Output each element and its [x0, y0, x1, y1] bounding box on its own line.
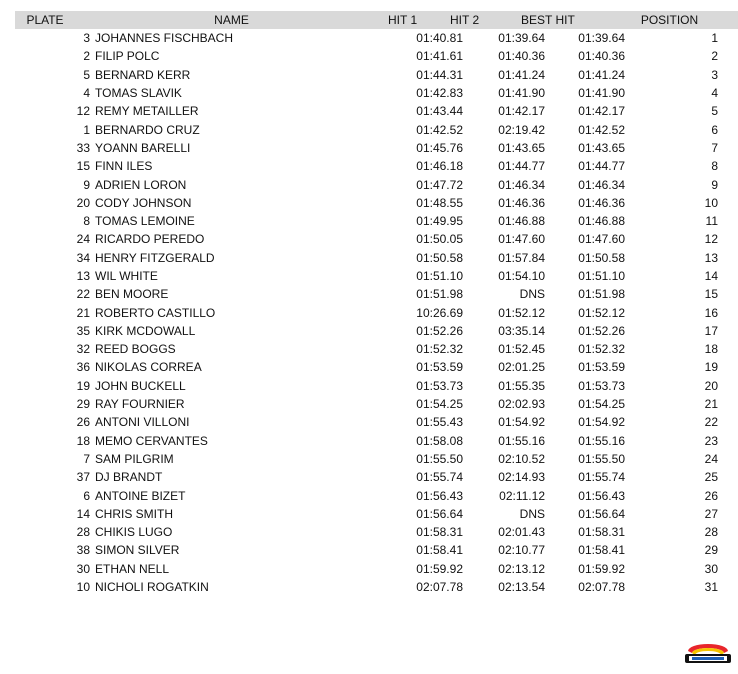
- cell-hit2: 02:13.12: [498, 561, 545, 576]
- cell-position: 3: [711, 67, 718, 82]
- header-best-hit: BEST HIT: [521, 13, 575, 27]
- cell-hit1: 01:52.26: [416, 323, 463, 338]
- table-row: [15, 303, 738, 321]
- table-row: [15, 249, 738, 267]
- cell-hit2: 01:39.64: [498, 31, 545, 46]
- cell-name: TOMAS SLAVIK: [95, 86, 182, 101]
- cell-hit1: 01:42.83: [416, 86, 463, 101]
- cell-hit1: 01:52.32: [416, 342, 463, 357]
- cell-name: FINN ILES: [95, 159, 153, 174]
- cell-hit1: 01:55.43: [416, 415, 463, 430]
- cell-position: 11: [705, 214, 718, 229]
- event-logo-icon: [684, 643, 732, 665]
- cell-best-hit: 01:42.17: [578, 104, 625, 119]
- table-header: [15, 11, 738, 29]
- cell-position: 13: [704, 250, 718, 265]
- cell-hit2: 01:44.77: [498, 159, 545, 174]
- cell-hit2: 01:46.88: [498, 214, 545, 229]
- cell-hit1: 02:07.78: [416, 580, 463, 595]
- table-row: [15, 560, 738, 578]
- cell-hit1: 01:51.98: [416, 287, 463, 302]
- cell-plate: 21: [76, 305, 90, 320]
- cell-hit1: 01:48.55: [416, 195, 463, 210]
- cell-position: 30: [704, 561, 718, 576]
- cell-best-hit: 01:58.41: [578, 543, 625, 558]
- cell-plate: 10: [76, 580, 90, 595]
- cell-name: TOMAS LEMOINE: [95, 214, 195, 229]
- cell-name: CHIKIS LUGO: [95, 525, 173, 540]
- cell-position: 23: [704, 433, 718, 448]
- table-row: [15, 432, 738, 450]
- cell-hit1: 01:44.31: [416, 67, 463, 82]
- cell-position: 8: [711, 159, 718, 174]
- cell-hit2: 01:40.36: [498, 49, 545, 64]
- cell-position: 19: [704, 360, 718, 375]
- table-row: [15, 523, 738, 541]
- cell-position: 5: [711, 104, 718, 119]
- cell-best-hit: 01:51.98: [578, 287, 625, 302]
- cell-plate: 32: [76, 342, 90, 357]
- header-plate: PLATE: [26, 13, 64, 27]
- cell-best-hit: 01:52.32: [578, 342, 625, 357]
- cell-hit1: 01:58.08: [416, 433, 463, 448]
- table-row: [15, 267, 738, 285]
- cell-hit2: 01:46.34: [498, 177, 545, 192]
- cell-name: HENRY FITZGERALD: [95, 250, 215, 265]
- cell-best-hit: 01:58.31: [578, 525, 625, 540]
- cell-plate: 29: [76, 397, 90, 412]
- cell-hit2: 02:01.25: [498, 360, 545, 375]
- cell-position: 7: [711, 140, 718, 155]
- table-row: [15, 413, 738, 431]
- cell-plate: 7: [83, 451, 90, 466]
- table-row: [15, 578, 738, 596]
- cell-hit1: 01:47.72: [416, 177, 463, 192]
- cell-name: MEMO CERVANTES: [95, 433, 208, 448]
- cell-hit1: 01:55.74: [416, 470, 463, 485]
- cell-hit2: 02:01.43: [498, 525, 545, 540]
- cell-hit1: 01:46.18: [416, 159, 463, 174]
- table-row: [15, 175, 738, 193]
- table-row: [15, 486, 738, 504]
- cell-name: YOANN BARELLI: [95, 140, 191, 155]
- cell-hit1: 01:50.58: [416, 250, 463, 265]
- cell-best-hit: 01:44.77: [578, 159, 625, 174]
- table-row: [15, 157, 738, 175]
- cell-hit1: 01:43.44: [416, 104, 463, 119]
- cell-hit1: 01:45.76: [416, 140, 463, 155]
- cell-position: 31: [704, 580, 718, 595]
- cell-best-hit: 01:50.58: [578, 250, 625, 265]
- cell-plate: 37: [76, 470, 90, 485]
- cell-best-hit: 01:54.25: [578, 397, 625, 412]
- cell-name: DJ BRANDT: [95, 470, 163, 485]
- cell-plate: 22: [76, 287, 90, 302]
- cell-hit1: 01:53.59: [416, 360, 463, 375]
- cell-plate: 3: [83, 31, 90, 46]
- cell-name: WIL WHITE: [95, 269, 158, 283]
- cell-hit1: 10:26.69: [416, 305, 463, 320]
- cell-name: SAM PILGRIM: [95, 451, 174, 466]
- cell-plate: 26: [76, 415, 90, 430]
- cell-plate: 24: [76, 232, 90, 247]
- table-row: [15, 450, 738, 468]
- table-row: [15, 84, 738, 102]
- cell-position: 29: [704, 543, 718, 558]
- cell-hit2: DNS: [519, 506, 545, 521]
- cell-plate: 20: [76, 195, 90, 210]
- cell-plate: 14: [76, 506, 90, 521]
- cell-plate: 38: [76, 543, 90, 558]
- cell-best-hit: 01:39.64: [578, 31, 625, 46]
- cell-hit1: 01:59.92: [416, 561, 463, 576]
- cell-hit2: 01:43.65: [498, 140, 545, 155]
- table-row: [15, 120, 738, 138]
- cell-hit2: 01:42.17: [498, 104, 545, 119]
- cell-name: ANTONI VILLONI: [95, 415, 190, 430]
- cell-hit2: 02:13.54: [498, 580, 545, 595]
- cell-name: RAY FOURNIER: [95, 397, 185, 412]
- cell-position: 17: [704, 323, 718, 338]
- cell-name: REED BOGGS: [95, 342, 176, 357]
- cell-name: ROBERTO CASTILLO: [95, 305, 216, 320]
- cell-plate: 2: [83, 49, 90, 64]
- cell-hit2: 01:55.35: [498, 378, 545, 393]
- table-row: [15, 230, 738, 248]
- cell-position: 21: [704, 397, 718, 412]
- cell-name: FILIP POLC: [95, 49, 160, 64]
- table-row: [15, 377, 738, 395]
- cell-position: 16: [704, 305, 718, 320]
- cell-best-hit: 01:46.36: [578, 195, 625, 210]
- cell-hit1: 01:53.73: [416, 378, 463, 393]
- cell-name: ANTOINE BIZET: [95, 488, 186, 503]
- cell-name: BERNARDO CRUZ: [95, 122, 200, 137]
- cell-position: 2: [711, 49, 718, 64]
- cell-plate: 33: [76, 140, 90, 155]
- cell-best-hit: 01:52.12: [578, 305, 625, 320]
- cell-plate: 18: [76, 433, 90, 448]
- cell-hit2: 01:41.24: [498, 67, 545, 82]
- cell-position: 26: [704, 488, 718, 503]
- cell-plate: 4: [83, 86, 90, 101]
- cell-best-hit: 01:42.52: [578, 122, 625, 137]
- cell-hit1: 01:50.05: [416, 232, 463, 247]
- cell-name: NICHOLI ROGATKIN: [95, 580, 209, 595]
- cell-plate: 15: [76, 159, 90, 174]
- cell-hit1: 01:56.64: [416, 506, 463, 521]
- results-table: [15, 11, 738, 596]
- cell-plate: 19: [76, 378, 90, 393]
- header-position: POSITION: [640, 13, 699, 27]
- cell-best-hit: 01:55.50: [578, 451, 625, 466]
- cell-plate: 35: [76, 323, 90, 338]
- cell-best-hit: 01:56.43: [578, 488, 625, 503]
- cell-name: SIMON SILVER: [95, 543, 180, 558]
- cell-position: 22: [704, 415, 718, 430]
- cell-position: 4: [711, 86, 718, 101]
- cell-hit2: DNS: [519, 287, 545, 302]
- cell-hit1: 01:42.52: [416, 122, 463, 137]
- table-row: [15, 395, 738, 413]
- table-row: [15, 541, 738, 559]
- table-row: [15, 102, 738, 120]
- cell-best-hit: 01:53.73: [578, 378, 625, 393]
- cell-name: BERNARD KERR: [95, 67, 191, 82]
- cell-position: 12: [704, 232, 718, 247]
- cell-plate: 8: [83, 214, 90, 229]
- cell-name: BEN MOORE: [95, 287, 169, 302]
- cell-hit2: 02:14.93: [498, 470, 545, 485]
- cell-hit2: 01:47.60: [498, 232, 545, 247]
- cell-best-hit: 01:46.88: [578, 214, 625, 229]
- cell-best-hit: 01:55.16: [578, 433, 625, 448]
- cell-name: CODY JOHNSON: [95, 195, 192, 210]
- table-row: [15, 358, 738, 376]
- cell-position: 15: [704, 287, 718, 302]
- cell-name: REMY METAILLER: [95, 104, 199, 119]
- cell-hit1: 01:41.61: [416, 49, 463, 64]
- cell-hit2: 02:19.42: [498, 122, 545, 137]
- cell-position: 1: [711, 31, 718, 46]
- header-hit2: HIT 2: [450, 13, 480, 27]
- cell-position: 20: [704, 378, 718, 393]
- cell-hit1: 01:51.10: [416, 269, 463, 283]
- cell-plate: 9: [83, 177, 90, 192]
- cell-plate: 34: [76, 250, 90, 265]
- cell-best-hit: 01:55.74: [578, 470, 625, 485]
- table-body: [15, 29, 738, 596]
- cell-name: NIKOLAS CORREA: [95, 360, 202, 375]
- cell-best-hit: 01:52.26: [578, 323, 625, 338]
- cell-hit2: 02:10.52: [498, 451, 545, 466]
- cell-hit1: 01:54.25: [416, 397, 463, 412]
- table-row: [15, 47, 738, 65]
- cell-best-hit: 02:07.78: [578, 580, 625, 595]
- cell-plate: 36: [76, 360, 90, 375]
- cell-best-hit: 01:53.59: [578, 360, 625, 375]
- cell-best-hit: 01:41.24: [578, 67, 625, 82]
- cell-hit2: 03:35.14: [498, 323, 545, 338]
- table-row: [15, 322, 738, 340]
- cell-position: 28: [704, 525, 718, 540]
- cell-plate: 13: [76, 269, 90, 283]
- cell-plate: 12: [76, 104, 90, 119]
- cell-plate: 5: [83, 67, 90, 82]
- cell-hit1: 01:40.81: [416, 31, 463, 46]
- table-row: [15, 285, 738, 303]
- cell-best-hit: 01:40.36: [578, 49, 625, 64]
- cell-hit1: 01:58.31: [416, 525, 463, 540]
- cell-plate: 30: [76, 561, 90, 576]
- cell-best-hit: 01:47.60: [578, 232, 625, 247]
- cell-hit2: 01:52.12: [498, 305, 545, 320]
- cell-name: ETHAN NELL: [95, 561, 170, 576]
- cell-hit2: 01:54.10: [498, 269, 545, 283]
- cell-position: 6: [711, 122, 718, 137]
- cell-hit2: 01:57.84: [498, 250, 545, 265]
- cell-hit2: 01:52.45: [498, 342, 545, 357]
- cell-hit2: 02:10.77: [498, 543, 545, 558]
- table-row: [15, 468, 738, 486]
- table-row: [15, 340, 738, 358]
- cell-hit2: 01:46.36: [498, 195, 545, 210]
- table-row: [15, 29, 738, 47]
- cell-name: CHRIS SMITH: [95, 506, 173, 521]
- cell-position: 14: [704, 269, 718, 283]
- cell-hit1: 01:58.41: [416, 543, 463, 558]
- header-hit1: HIT 1: [388, 13, 418, 27]
- cell-plate: 1: [83, 122, 90, 137]
- table-row: [15, 505, 738, 523]
- cell-position: 18: [704, 342, 718, 357]
- cell-position: 10: [704, 195, 718, 210]
- cell-name: JOHANNES FISCHBACH: [95, 31, 234, 46]
- table-row: [15, 139, 738, 157]
- cell-best-hit: 01:59.92: [578, 561, 625, 576]
- cell-position: 9: [711, 177, 718, 192]
- cell-best-hit: 01:51.10: [578, 269, 625, 283]
- cell-best-hit: 01:43.65: [578, 140, 625, 155]
- header-name: NAME: [214, 13, 249, 27]
- cell-plate: 28: [76, 525, 90, 540]
- cell-hit2: 02:11.12: [499, 488, 545, 503]
- table-row: [15, 66, 738, 84]
- cell-hit2: 01:41.90: [498, 86, 545, 101]
- table-row: [15, 194, 738, 212]
- cell-hit1: 01:49.95: [416, 214, 463, 229]
- cell-best-hit: 01:41.90: [578, 86, 625, 101]
- cell-name: JOHN BUCKELL: [95, 378, 186, 393]
- cell-best-hit: 01:54.92: [578, 415, 625, 430]
- cell-hit2: 01:55.16: [498, 433, 545, 448]
- cell-position: 27: [704, 506, 718, 521]
- cell-position: 24: [704, 451, 718, 466]
- table-row: [15, 212, 738, 230]
- cell-hit2: 01:54.92: [498, 415, 545, 430]
- cell-name: RICARDO PEREDO: [95, 232, 205, 247]
- cell-position: 25: [704, 470, 718, 485]
- cell-plate: 6: [83, 488, 90, 503]
- cell-best-hit: 01:46.34: [578, 177, 625, 192]
- cell-hit1: 01:56.43: [416, 488, 463, 503]
- cell-hit2: 02:02.93: [498, 397, 545, 412]
- cell-hit1: 01:55.50: [416, 451, 463, 466]
- cell-name: ADRIEN LORON: [95, 177, 187, 192]
- cell-name: KIRK MCDOWALL: [95, 323, 196, 338]
- cell-best-hit: 01:56.64: [578, 506, 625, 521]
